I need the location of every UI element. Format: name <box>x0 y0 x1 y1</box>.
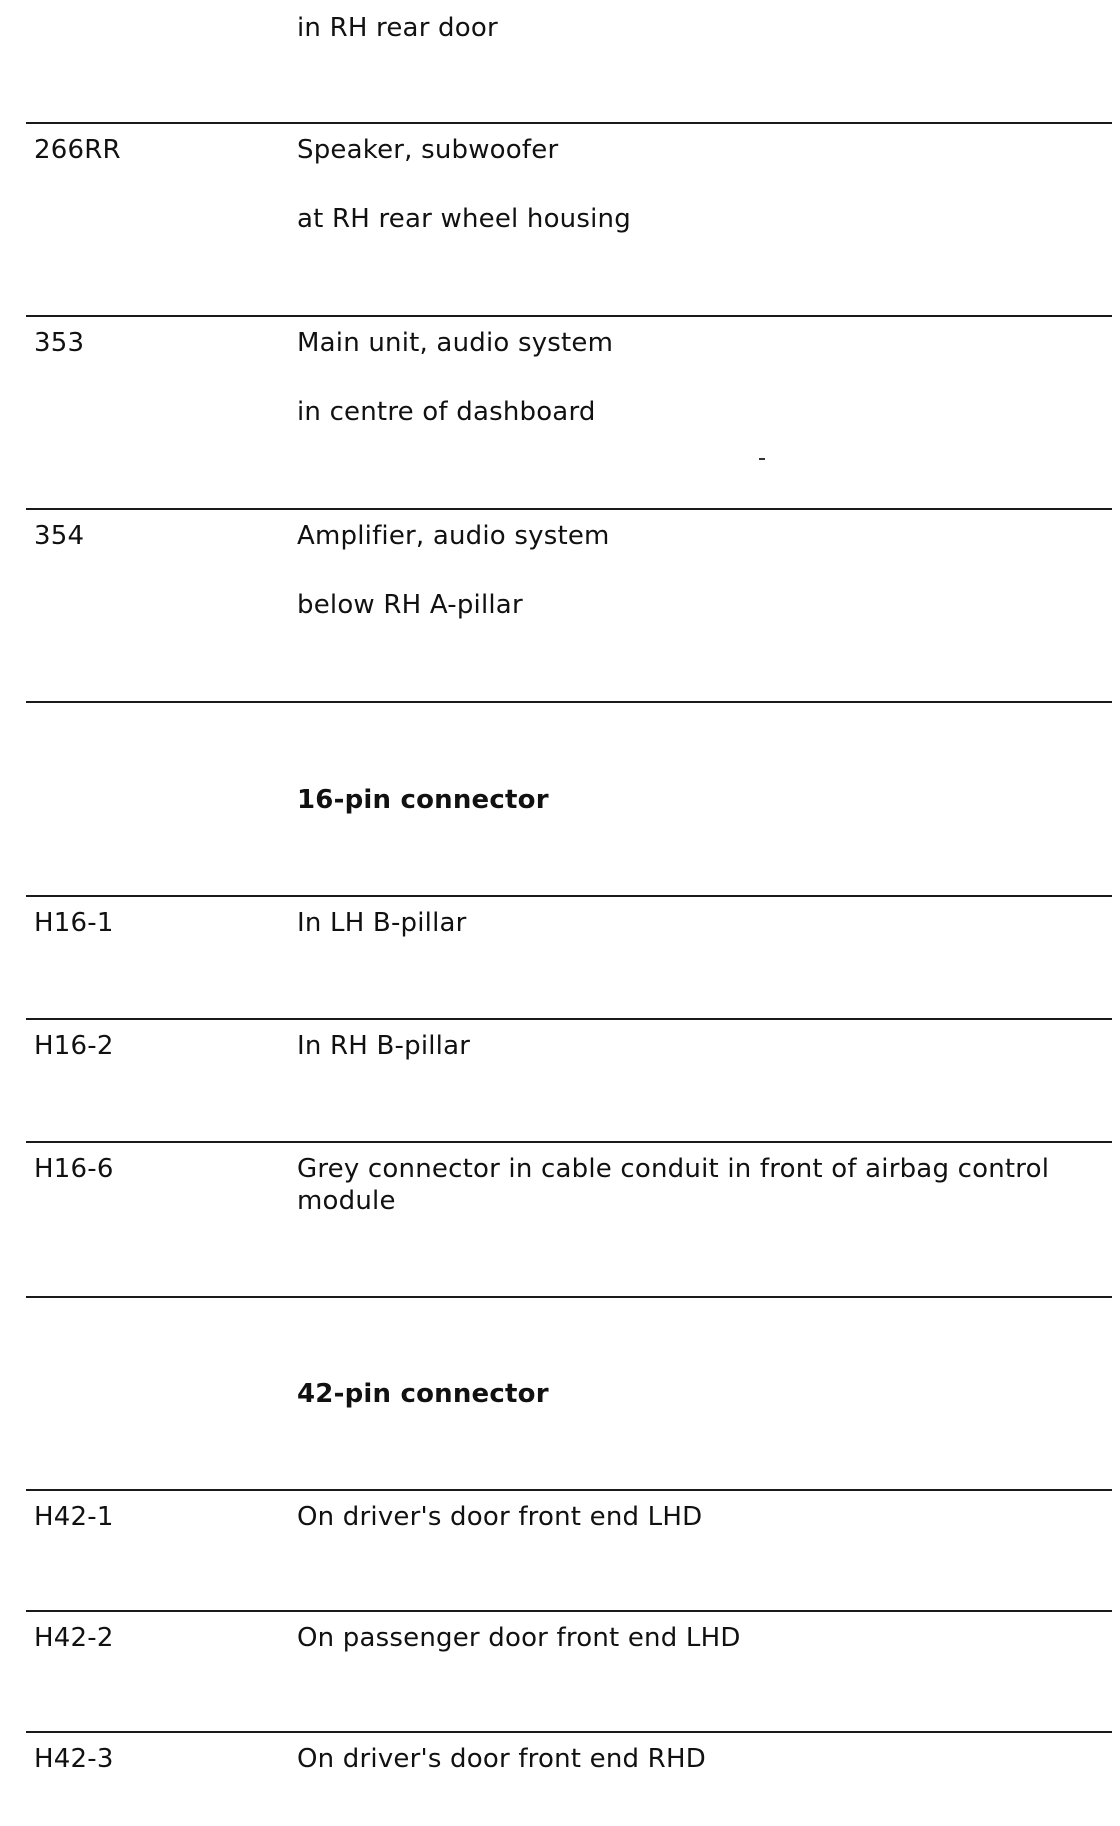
row-desc: On driver's door front end RHD <box>297 1744 706 1774</box>
row-desc-line-1: Speaker, subwoofer <box>297 135 559 165</box>
row-code: H16-1 <box>34 908 114 938</box>
row-divider <box>26 1610 1112 1612</box>
row-divider <box>26 508 1112 510</box>
row-code: 353 <box>34 328 85 358</box>
row-divider <box>26 1489 1112 1491</box>
row-desc-line-2: below RH A-pillar <box>297 590 523 620</box>
row-desc: Grey connector in cable conduit in front of airbag control module <box>297 1154 1050 1216</box>
row-code: H42-3 <box>34 1744 114 1774</box>
row-divider <box>26 1018 1112 1020</box>
row-code: H42-2 <box>34 1623 114 1653</box>
row-code: H42-1 <box>34 1502 114 1532</box>
row-code: H16-6 <box>34 1154 114 1184</box>
row-divider <box>26 122 1112 124</box>
section-heading-16-pin: 16-pin connector <box>297 785 549 815</box>
row-0-line-1: in RH rear door <box>297 13 498 43</box>
row-divider <box>26 895 1112 897</box>
row-code: H16-2 <box>34 1031 114 1061</box>
scan-speck <box>759 458 765 460</box>
section-heading-42-pin: 42-pin connector <box>297 1379 549 1409</box>
row-divider <box>26 315 1112 317</box>
row-desc: In RH B-pillar <box>297 1031 471 1061</box>
row-desc: On passenger door front end LHD <box>297 1623 741 1653</box>
row-divider <box>26 1141 1112 1143</box>
row-desc-line-2: at RH rear wheel housing <box>297 204 631 234</box>
row-divider <box>26 1296 1112 1298</box>
row-desc: In LH B-pillar <box>297 908 467 938</box>
row-desc-line-1: Amplifier, audio system <box>297 521 610 551</box>
row-divider <box>26 1731 1112 1733</box>
row-divider <box>26 701 1112 703</box>
row-code: 266RR <box>34 135 121 165</box>
row-desc-line-2: in centre of dashboard <box>297 397 596 427</box>
row-desc: On driver's door front end LHD <box>297 1502 703 1532</box>
row-code: 354 <box>34 521 85 551</box>
row-desc-line-1: Main unit, audio system <box>297 328 614 358</box>
